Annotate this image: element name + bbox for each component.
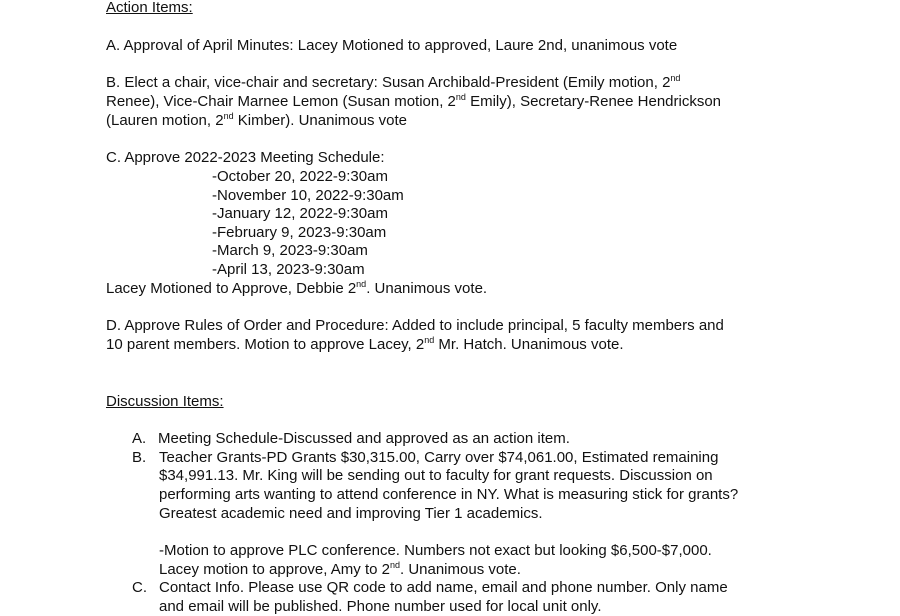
discussion-item-b-motion-line1: -Motion to approve PLC conference. Numbers not exact but looking $6,500-$7,000. [159,542,712,559]
schedule-date: -October 20, 2022-9:30am [212,168,388,185]
discussion-item-c-line1: Contact Info. Please use QR code to add name, email and phone number. Only name [159,579,728,596]
schedule-date: -November 10, 2022-9:30am [212,187,404,204]
schedule-date: -March 9, 2023-9:30am [212,242,368,259]
discussion-item-a-text: Meeting Schedule-Discussed and approved as an action item. [158,430,570,447]
action-item-a: A. Approval of April Minutes: Lacey Motioned to approved, Laure 2nd, unanimous vote [106,37,678,54]
discussion-items-heading: Discussion Items: [106,393,224,410]
action-item-d-line2: 10 parent members. Motion to approve Lacey, 2nd Mr. Hatch. Unanimous vote. [106,335,624,353]
action-item-c-motion: Lacey Motioned to Approve, Debbie 2nd. Unanimous vote. [106,279,488,297]
action-item-b-line2: Renee), Vice-Chair Marnee Lemon (Susan motion, 2nd Emily), Secretary-Renee Hendrickson [106,92,722,110]
action-item-d-line1: D. Approve Rules of Order and Procedure: Added to include principal, 5 faculty members and [106,317,724,334]
schedule-date: -April 13, 2023-9:30am [212,261,365,278]
action-item-b-line1: B. Elect a chair, vice-chair and secretary: Susan Archibald-President (Emily motion, 2nd [106,73,681,91]
schedule-date: -January 12, 2022-9:30am [212,205,388,222]
discussion-item-c-line2: and email will be published. Phone number used for local unit only. [159,598,602,615]
discussion-item-b-line: performing arts wanting to attend conference in NY. What is measuring stick for grants? [159,486,739,503]
discussion-item-c-marker: C. [132,579,147,596]
action-items-heading: Action Items: [106,0,193,16]
schedule-date: -February 9, 2023-9:30am [212,224,387,241]
discussion-item-b-line: $34,991.13. Mr. King will be sending out to faculty for grant requests. Discussion on [159,467,713,484]
discussion-item-b-motion-line2: Lacey motion to approve, Amy to 2nd. Unanimous vote. [159,560,521,578]
action-item-c-heading: C. Approve 2022-2023 Meeting Schedule: [106,149,385,166]
action-item-b-line3: (Lauren motion, 2nd Kimber). Unanimous vote [106,111,407,129]
discussion-item-b-marker: B. [132,449,147,466]
discussion-item-b-line: Teacher Grants-PD Grants $30,315.00, Carry over $74,061.00, Estimated remaining [159,449,719,466]
discussion-item-b-line: Greatest academic need and improving Tier 1 academics. [159,505,543,522]
discussion-item-a-marker: A. [132,430,147,447]
